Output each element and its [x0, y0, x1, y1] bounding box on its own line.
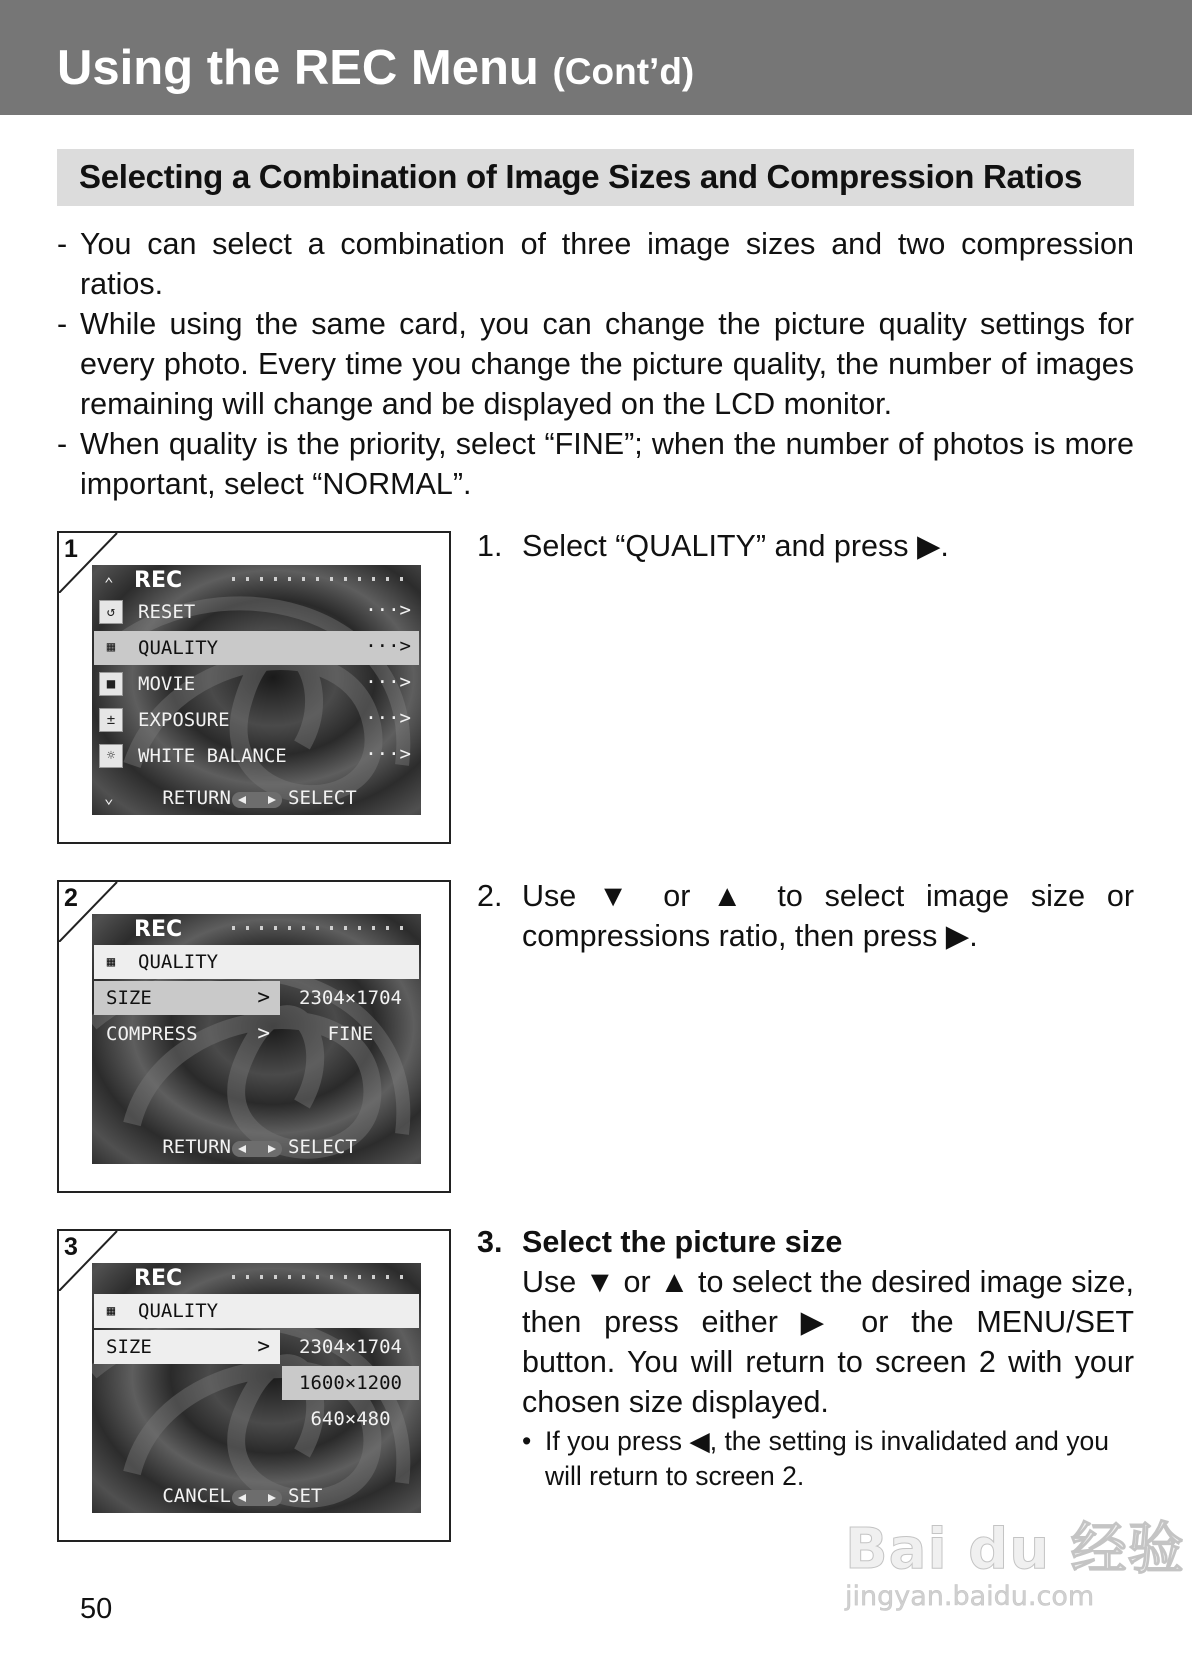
menu-row-quality[interactable]: ▦ QUALITY ···> — [94, 631, 419, 665]
baidu-watermark — [845, 1505, 1185, 1612]
left-right-arrows-icon — [232, 792, 282, 808]
step-number: 2. — [477, 879, 503, 913]
step-3 — [477, 1222, 1134, 1494]
step-number: 1. — [477, 529, 503, 563]
lcd-screen — [92, 1263, 421, 1513]
option-row-size[interactable]: SIZE > — [94, 1330, 280, 1364]
screen-footer — [92, 1136, 421, 1162]
quality-icon: ▦ — [106, 1303, 116, 1319]
footer-left-label: RETURN — [162, 787, 231, 809]
size-value-selected[interactable]: 1600×1200 — [282, 1366, 419, 1400]
watermark-logo: Bai du 经验 — [845, 1517, 1185, 1582]
step-number: 3. — [477, 1225, 503, 1259]
figure-number: 2 — [64, 884, 78, 912]
movie-icon: ■ — [99, 672, 123, 696]
quality-header-bar: ▦ QUALITY — [94, 1294, 419, 1328]
option-row-size[interactable]: SIZE > — [94, 981, 280, 1015]
step-2 — [477, 876, 1134, 956]
screen-title: REC — [134, 1266, 183, 1291]
option-value-size: 2304×1704 — [299, 987, 402, 1009]
footer-left-label: RETURN — [162, 1136, 231, 1158]
figure-number: 1 — [64, 535, 78, 563]
screen-title: REC — [134, 568, 183, 593]
lcd-screen — [92, 914, 421, 1164]
figure-number: 3 — [64, 1233, 78, 1261]
chevron-down-icon: ⌄ — [104, 788, 114, 807]
white-balance-icon: ☼ — [99, 744, 123, 768]
size-value[interactable]: 2304×1704 — [299, 1336, 402, 1358]
quality-header-bar: ▦ QUALITY — [94, 945, 419, 979]
menu-row-exposure[interactable]: ± EXPOSURE ···> — [94, 703, 419, 737]
footer-right-label: SET — [288, 1485, 323, 1507]
screen-figure-3 — [57, 1229, 451, 1542]
chevron-up-icon: ⌃ — [104, 574, 114, 593]
exposure-icon: ± — [99, 708, 123, 732]
footer-right-label: SELECT — [288, 1136, 357, 1158]
left-right-arrows-icon — [232, 1141, 282, 1157]
option-value-compress: FINE — [327, 1023, 374, 1045]
footer-right-label: SELECT — [288, 787, 357, 809]
step-note: • If you press ◀, the setting is invalidated and you will return to screen 2. — [522, 1426, 1109, 1491]
dotted-rule — [232, 926, 412, 930]
step-heading: Select the picture size — [522, 1225, 843, 1259]
bullet-item: - While using the same card, you can change the picture quality settings for every photo. Every time you change the picture quality, the number of images remaining will change and be displayed on the LCD monitor. — [57, 307, 1134, 421]
quality-icon: ▦ — [106, 639, 116, 655]
reset-icon: ↺ — [99, 600, 123, 624]
section-heading-bar — [57, 149, 1134, 206]
menu-row-reset[interactable]: ↺ RESET ···> — [94, 595, 419, 629]
option-row-compress[interactable]: COMPRESS > — [106, 1021, 270, 1045]
screen-title: REC — [134, 917, 183, 942]
page-title-text: Using the REC Menu — [57, 41, 539, 95]
step-1 — [477, 526, 1134, 566]
menu-row-movie[interactable]: ■ MOVIE ···> — [94, 667, 419, 701]
screen-figure-1 — [57, 531, 451, 844]
left-right-arrows-icon — [232, 1490, 282, 1506]
page-number: 50 — [80, 1593, 113, 1625]
watermark-url: jingyan.baidu.com — [845, 1581, 1095, 1612]
footer-left-label: CANCEL — [162, 1485, 231, 1507]
step-text: Use ▼ or ▲ to select the desired image size, then press either ▶ or the MENU/SET button. You will return to screen 2 with your chosen size displayed. — [522, 1265, 1134, 1419]
menu-row-white-balance[interactable]: ☼ WHITE BALANCE ···> — [94, 739, 419, 773]
dotted-rule — [232, 577, 412, 581]
bullet-item: - You can select a combination of three image sizes and two compression ratios. — [57, 227, 1134, 301]
screen-footer — [92, 787, 421, 813]
step-text: Select “QUALITY” and press ▶. — [522, 529, 949, 563]
quality-icon: ▦ — [106, 954, 116, 970]
lcd-screen — [92, 565, 421, 815]
size-value[interactable]: 640×480 — [310, 1408, 391, 1430]
intro-bullets — [57, 224, 1134, 504]
page-title-suffix: (Cont’d) — [552, 51, 695, 92]
dotted-rule — [232, 1275, 412, 1279]
page-title — [57, 40, 694, 96]
step-text: Use ▼ or ▲ to select image size or compressions ratio, then press ▶. — [522, 879, 1134, 953]
screen-footer — [92, 1485, 421, 1511]
screen-figure-2 — [57, 880, 451, 1193]
page-header — [0, 0, 1192, 115]
section-title: Selecting a Combination of Image Sizes and Compression Ratios — [79, 158, 1083, 195]
bullet-item: - When quality is the priority, select “FINE”; when the number of photos is more important, select “NORMAL”. — [57, 427, 1134, 501]
